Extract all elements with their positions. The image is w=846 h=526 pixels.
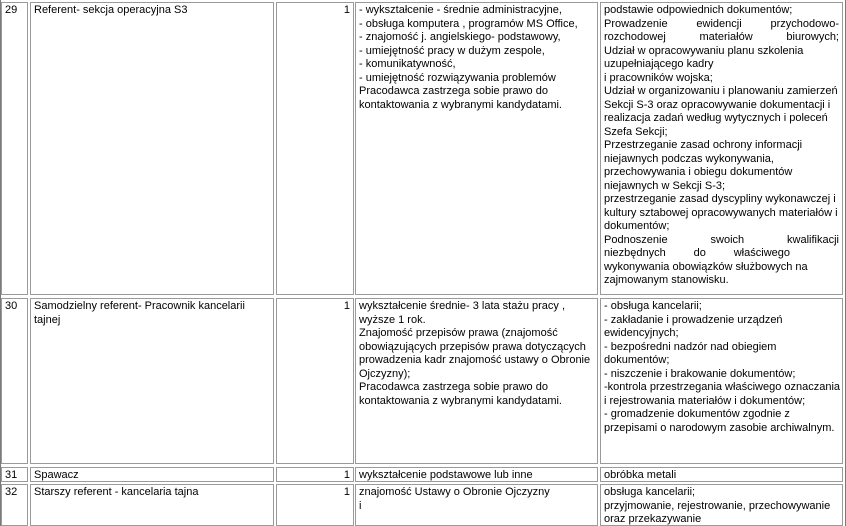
lp-value: 30: [5, 300, 18, 312]
requirement-line: Pracodawca zastrzega sobie prawo do: [359, 85, 548, 97]
requirement-line: wykształcenie średnie- 3 lata stażu pracy ,: [359, 300, 566, 312]
requirement-line: - umiejętność pracy w dużym zespole,: [359, 44, 545, 57]
requirement-line: wyższe 1 rok.: [359, 313, 426, 326]
duty-line: podstawie odpowiednich dokumentów;: [604, 4, 793, 16]
position-cell: [30, 484, 274, 526]
duty-line: przechowywania i obiegu dokumentów: [604, 166, 793, 178]
requirement-line: - wykształcenie - średnie administracyjne,: [359, 4, 562, 16]
duty-line: Szefa Sekcji;: [604, 125, 668, 138]
duty-line: zajmowanym stanowisku.: [604, 274, 729, 286]
position-cell: [30, 298, 274, 464]
count-value: 1: [343, 4, 350, 16]
position-cell: [30, 2, 274, 295]
duty-line: -kontrola przestrzegania właściwego oznaczania: [604, 381, 841, 393]
position-line: Spawacz: [34, 469, 79, 481]
duty-line: i rejestrowania materiałów i dokumentów;: [604, 394, 806, 407]
duty-line: ewidencyjnych;: [604, 327, 679, 339]
duty-line: niezbędnych do właściwego: [604, 247, 790, 259]
requirement-line: znajomość Ustawy o Obronie Ojczyzny: [359, 486, 550, 498]
count-value: 1: [343, 486, 350, 498]
duty-line: - obsługa kancelarii;: [604, 300, 702, 312]
duty-line: Podnoszenie swoich kwalifikacji: [604, 233, 839, 246]
duty-line: rozchodowej materiałów biurowych;: [604, 31, 839, 43]
duty-line: i pracowników wojska;: [604, 71, 713, 84]
duty-line: realizacja zadań według wytycznych i poleceń: [604, 112, 828, 124]
lp-cell: [1, 467, 28, 482]
duty-line: - zakładanie i prowadzenie urządzeń: [604, 313, 783, 326]
duty-line: - bezpośredni nadzór nad obiegiem: [604, 340, 777, 353]
count-cell: [276, 2, 354, 295]
duty-line: uzupełniającego kadry: [604, 58, 714, 70]
count-value: 1: [343, 300, 350, 312]
requirement-line: Pracodawca zastrzega sobie prawo do: [359, 381, 548, 393]
position-line: Referent- sekcja operacyjna S3: [34, 4, 188, 16]
duty-line: przestrzeganie zasad dyscypliny wykonawczej i: [604, 193, 836, 205]
duty-line: dokumentów;: [604, 220, 670, 232]
duty-line: przepisami o narodowym zasobie archiwalnym.: [604, 421, 835, 434]
requirement-line: Znajomość przepisów prawa (znajomość: [359, 327, 558, 339]
position-cell: [30, 467, 274, 482]
lp-cell: [1, 2, 28, 295]
duty-line: Sekcji S-3 oraz opracowywanie dokumentacji i: [604, 98, 831, 111]
duty-line: Przestrzeganie zasad ochrony informacji: [604, 139, 803, 151]
duty-line: kultury sztabowej opracowywanych materiałów i: [604, 206, 838, 219]
lp-cell: [1, 484, 28, 526]
requirement-line: kontaktowania z wybranymi kandydatami.: [359, 394, 562, 407]
requirement-line: - komunikatywność,: [359, 58, 456, 70]
requirements-cell: [355, 298, 598, 464]
count-cell: [276, 298, 354, 464]
requirement-line: i: [359, 499, 362, 512]
duty-line: Udział w opracowywaniu planu szkolenia: [604, 44, 804, 57]
count-cell: [276, 467, 354, 482]
requirements-cell: [355, 2, 598, 295]
position-line: tajnej: [34, 313, 61, 326]
duties-cell: [600, 298, 843, 464]
count-value: 1: [343, 469, 350, 481]
duty-line: - gromadzenie dokumentów zgodnie z: [604, 408, 790, 420]
duty-line: przyjmowanie, rejestrowanie, przechowywanie: [604, 499, 831, 512]
duty-line: niejawnych podczas wykonywania,: [604, 152, 774, 165]
requirement-line: kontaktowania z wybranymi kandydatami.: [359, 98, 562, 111]
requirements-cell: [355, 484, 598, 526]
lp-value: 29: [5, 4, 18, 16]
requirement-line: prowadzenia kadr znajomość ustawy o Obronie: [359, 354, 591, 366]
requirement-line: Ojczyzny);: [359, 367, 411, 380]
duty-line: Udział w organizowaniu i planowaniu zamierzeń: [604, 85, 838, 97]
position-line: Starszy referent - kancelaria tajna: [34, 486, 199, 498]
requirement-line: - umiejętność rozwiązywania problemów: [359, 71, 556, 84]
requirements-cell: [355, 467, 598, 482]
duties-cell: [600, 467, 843, 482]
position-line: Samodzielny referent- Pracownik kancelarii: [34, 300, 245, 312]
lp-value: 32: [5, 486, 18, 498]
duty-line: oraz przekazywanie: [604, 513, 702, 525]
duties-cell: [600, 2, 843, 295]
requirement-line: obowiązujących przepisów prawa dotyczących: [359, 340, 586, 353]
duty-line: wykonywania obowiązków służbowych na: [604, 260, 808, 273]
requirement-line: - znajomość j. angielskiego- podstawowy,: [359, 31, 561, 43]
lp-cell: [1, 298, 28, 464]
duties-cell: [600, 484, 843, 526]
count-cell: [276, 484, 354, 526]
duty-line: obróbka metali: [604, 469, 677, 481]
requirement-line: wykształcenie podstawowe lub inne: [359, 469, 533, 481]
duty-line: obsługa kancelarii;: [604, 486, 696, 498]
duty-line: - niszczenie i brakowanie dokumentów;: [604, 367, 796, 380]
duty-line: dokumentów;: [604, 354, 670, 366]
lp-value: 31: [5, 469, 18, 481]
duty-line: Prowadzenie ewidencji przychodowo-: [604, 17, 839, 30]
duty-line: niejawnych w Sekcji S-3;: [604, 179, 726, 192]
requirement-line: - obsługa komputera , programów MS Office,: [359, 17, 578, 30]
